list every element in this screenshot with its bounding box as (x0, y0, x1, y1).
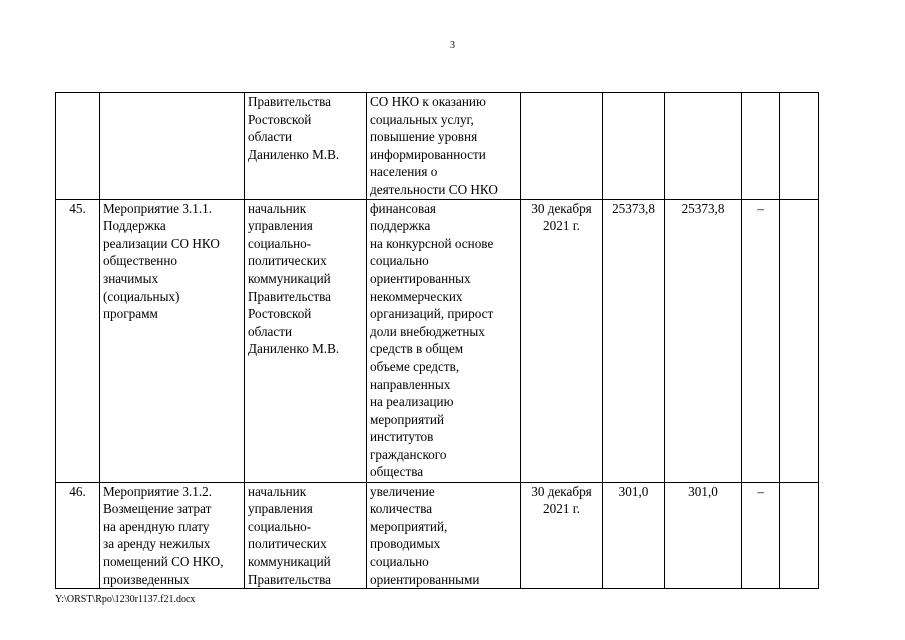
total-amount (603, 93, 665, 200)
budget-amount (665, 93, 742, 200)
row-number (56, 93, 100, 200)
table-row (56, 482, 819, 589)
expected-result: увеличение количества мероприятий, проводимых социально ориентированными (367, 482, 521, 589)
other-amount: – (742, 482, 780, 589)
other-amount (742, 93, 780, 200)
empty-cell (780, 93, 819, 200)
budget-amount: 25373,8 (665, 199, 742, 482)
deadline-date (521, 93, 603, 200)
expected-result: финансовая поддержка на конкурсной основе социально ориентированных некоммерческих организаций, прирост доли внебюджетных средств в общем объеме средств, направленных на реализацию мероприятий институтов гражданского общества (367, 199, 521, 482)
page-number: 3 (450, 40, 455, 51)
budget-amount: 301,0 (665, 482, 742, 589)
empty-cell (780, 482, 819, 589)
responsible-person: начальник управления социально- политических коммуникаций Правительства Ростовской области Даниленко М.В. (245, 199, 367, 482)
other-amount: – (742, 199, 780, 482)
responsible-person: Правительства Ростовской области Даниленко М.В. (245, 93, 367, 200)
document-file-path: Y:\ORST\Rpo\1230r1137.f21.docx (55, 594, 196, 605)
row-number: 46. (56, 482, 100, 589)
row-number: 45. (56, 199, 100, 482)
deadline-date: 30 декабря 2021 г. (521, 482, 603, 589)
table-row (56, 199, 819, 482)
event-name (100, 93, 245, 200)
total-amount: 301,0 (603, 482, 665, 589)
event-name: Мероприятие 3.1.2. Возмещение затрат на арендную плату за аренду нежилых помещений СО НКО, произведенных (100, 482, 245, 589)
deadline-date: 30 декабря 2021 г. (521, 199, 603, 482)
responsible-person: начальник управления социально- политических коммуникаций Правительства (245, 482, 367, 589)
event-name: Мероприятие 3.1.1. Поддержка реализации СО НКО общественно значимых (социальных) программ (100, 199, 245, 482)
total-amount: 25373,8 (603, 199, 665, 482)
empty-cell (780, 199, 819, 482)
expected-result: СО НКО к оказанию социальных услуг, повышение уровня информированности населения о деятельности СО НКО (367, 93, 521, 200)
table-row (56, 93, 819, 200)
activities-table (55, 92, 819, 589)
